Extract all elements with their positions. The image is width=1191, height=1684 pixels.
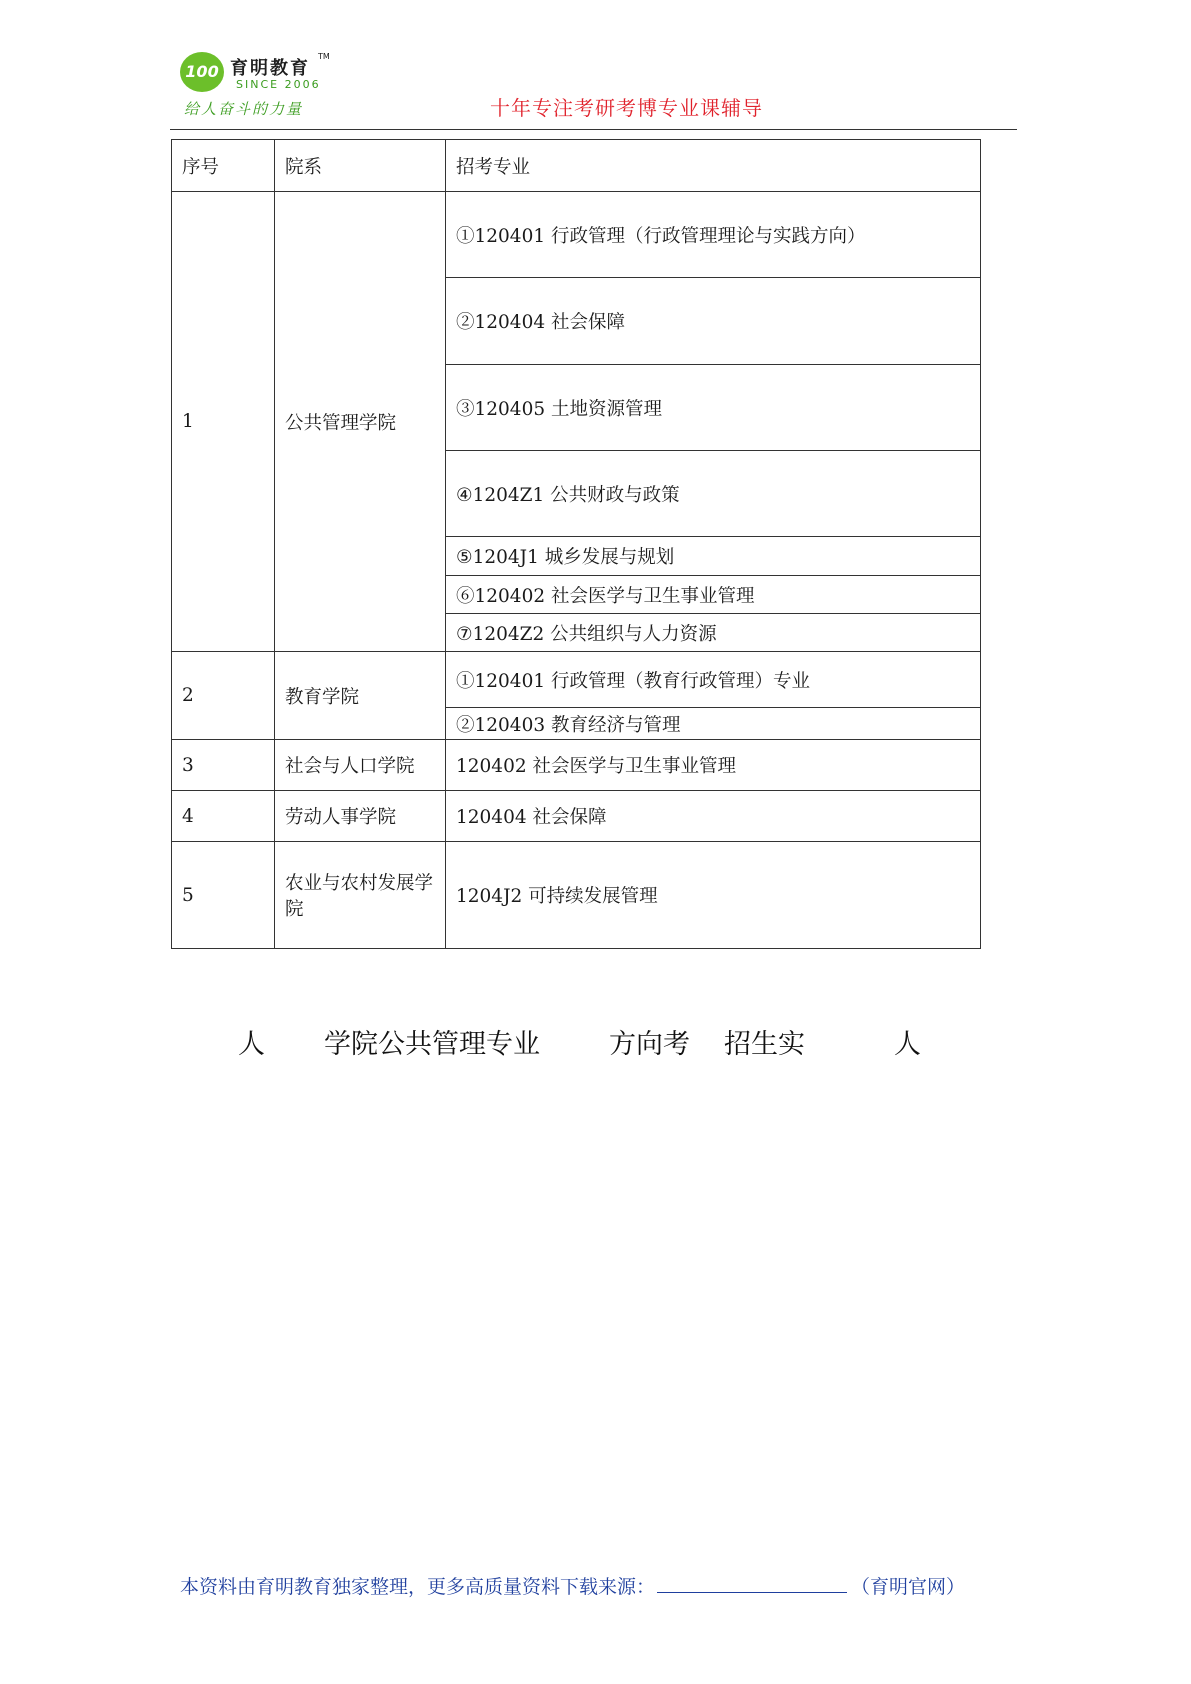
logo-name: 育明教育 (230, 58, 310, 79)
cell-dept: 社会与人口学院 (275, 740, 446, 791)
partial-fragment: 方向考 (609, 1029, 690, 1060)
table-row (172, 740, 981, 791)
header-tagline: 十年专注考研考博专业课辅导 (490, 96, 763, 120)
table-row (172, 192, 981, 278)
cell-no: 3 (172, 740, 275, 791)
partial-fragment: 人 (238, 1029, 265, 1060)
cell-major: ⑦1204Z2 公共组织与人力资源 (446, 614, 981, 652)
logo-mark: 100 (180, 52, 224, 92)
table-row (172, 842, 981, 949)
partial-text-line (0, 1022, 1191, 1062)
partial-fragment: 招生实 (724, 1029, 805, 1060)
header-divider (170, 129, 1017, 130)
logo-since: SINCE 2006 (236, 78, 321, 91)
cell-dept: 教育学院 (275, 652, 446, 740)
header-cell-major: 招考专业 (446, 140, 981, 192)
cell-major: ⑥120402 社会医学与卫生事业管理 (446, 576, 981, 614)
table-row (172, 791, 981, 842)
logo-trademark: TM (318, 52, 330, 61)
cell-no: 2 (172, 652, 275, 740)
cell-major: ④1204Z1 公共财政与政策 (446, 451, 981, 537)
logo (180, 52, 340, 122)
cell-major: ③120405 土地资源管理 (446, 365, 981, 451)
majors-table (171, 139, 981, 949)
header-cell-no: 序号 (172, 140, 275, 192)
logo-slogan: 给人奋斗的力量 (184, 100, 304, 118)
table-header-row (172, 140, 981, 192)
cell-major: 1204J2 可持续发展管理 (446, 842, 981, 949)
cell-no: 1 (172, 192, 275, 652)
cell-dept: 劳动人事学院 (275, 791, 446, 842)
header-cell-dept: 院系 (275, 140, 446, 192)
footer-text: 本资料由育明教育独家整理，更多高质量资料下载来源： (180, 1576, 656, 1598)
cell-major: ①120401 行政管理（行政管理理论与实践方向） (446, 192, 981, 278)
cell-major: 120404 社会保障 (446, 791, 981, 842)
cell-no: 5 (172, 842, 275, 949)
cell-no: 4 (172, 791, 275, 842)
partial-fragment: 学院公共管理专业 (324, 1029, 540, 1060)
cell-major: ⑤1204J1 城乡发展与规划 (446, 537, 981, 576)
cell-major: ②120404 社会保障 (446, 278, 981, 365)
footer-url-blank (657, 1574, 847, 1593)
cell-dept: 农业与农村发展学院 (275, 842, 446, 949)
cell-dept: 公共管理学院 (275, 192, 446, 652)
cell-major: 120402 社会医学与卫生事业管理 (446, 740, 981, 791)
cell-major: ②120403 教育经济与管理 (446, 708, 981, 740)
partial-fragment: 人 (894, 1029, 921, 1060)
cell-major: ①120401 行政管理（教育行政管理）专业 (446, 652, 981, 708)
table-row (172, 652, 981, 708)
footer (180, 1572, 965, 1599)
footer-suffix: （育明官网） (851, 1576, 966, 1598)
